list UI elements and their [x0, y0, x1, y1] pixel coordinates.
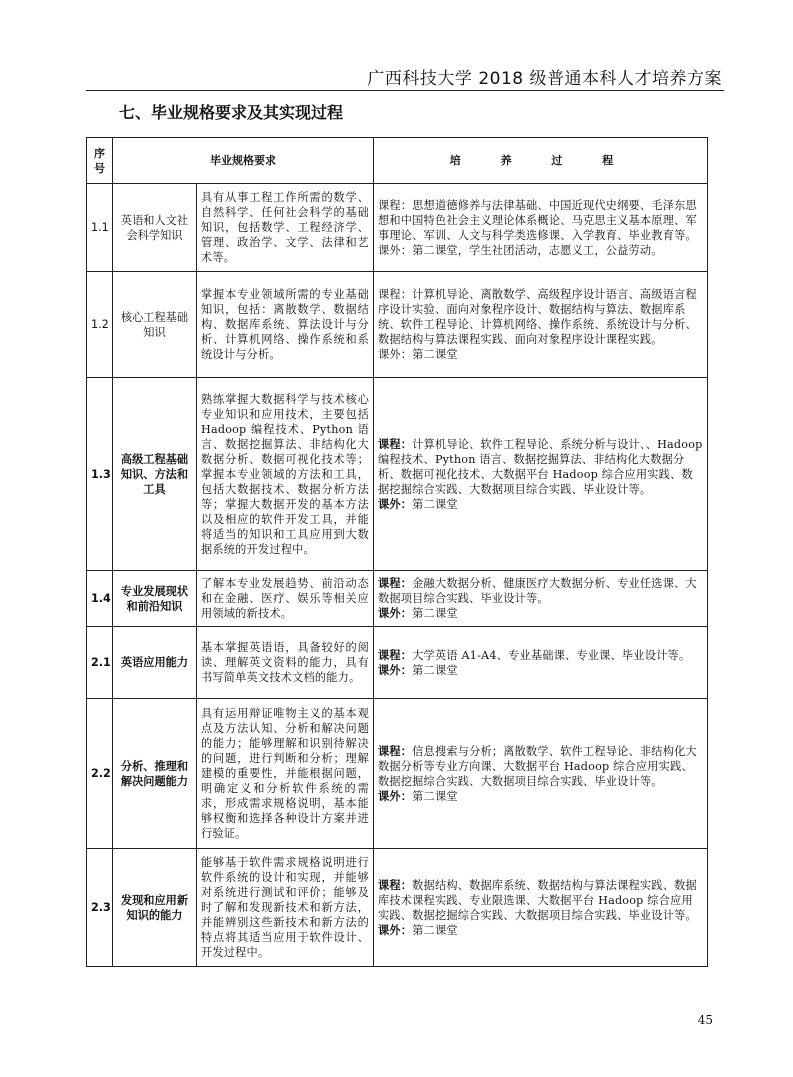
requirement-area: 高级工程基础知识、方法和工具: [113, 378, 197, 571]
course-line: [378, 878, 703, 923]
extracurricular-text: 第二课堂: [412, 663, 458, 677]
course-label: 课程：: [378, 577, 413, 590]
header-title: 广西科技大学 2018 级普通本科人才培养方案: [367, 69, 722, 89]
row-number: 1.3: [87, 378, 113, 571]
requirement-area: 核心工程基础知识: [113, 272, 197, 378]
extracurricular-line: [378, 789, 703, 804]
requirement-description: 能够基于软件需求规格说明进行软件系统的设计和实现，并能够对系统进行测试和评价；能够及时了解和发现新技术和新方法，并能辨别这些新技术和新方法的特点将其适当应用于软件设计、开发过程中。: [197, 849, 374, 967]
table-row: [87, 184, 708, 272]
training-process: [374, 571, 708, 627]
header-requirement: 毕业规格要求: [113, 138, 374, 184]
extracurricular-label: 课外：: [378, 348, 413, 361]
course-line: [378, 744, 703, 789]
requirement-description: 具有运用辩证唯物主义的基本观点及方法认知、分析和解决问题的能力；能够理解和识别待解决的问题，进行判断和分析；理解建模的重要性，并能根据问题，明确定义和分析软件系统的需求，形成需求规格说明，基本能够权衡和选择各种设计方案并进行验证。: [197, 699, 374, 849]
training-process: [374, 272, 708, 378]
training-process: [374, 849, 708, 967]
course-text: 信息搜索与分析；离散数学、软件工程导论、非结构化大数据分析等专业方向课、大数据平台 Hadoop 综合应用实践、数据挖掘综合实践、大数据项目综合实践、毕业设计等。: [378, 744, 697, 788]
course-text: 计算机导论、软件工程导论、系统分析与设计、、Hadoop 编程技术、Python 语言、数据挖掘算法、非结构化大数据分析、数据可视化技术、大数据平台 Hadoop 综合应用实践、数据挖掘综合实践、大数据项目综合实践、毕业设计等。: [378, 437, 703, 496]
extracurricular-label: 课外：: [378, 497, 413, 511]
requirement-area: 发现和应用新知识的能力: [113, 849, 197, 967]
training-process: [374, 699, 708, 849]
table-row: [87, 627, 708, 699]
extracurricular-line: [378, 663, 703, 678]
course-label: 课程：: [378, 288, 413, 301]
extracurricular-line: [378, 606, 703, 621]
table-header-row: [87, 138, 708, 184]
course-text: 思想道德修养与法律基础、中国近现代史纲要、毛泽东思想和中国特色社会主义理论体系概论、马克思主义基本原理、军事理论、军训、人文与科学类选修课、入学教育、毕业教育等。: [378, 198, 697, 242]
training-process: [374, 378, 708, 571]
training-process: [374, 627, 708, 699]
row-number: 1.2: [87, 272, 113, 378]
course-line: [378, 437, 703, 497]
extracurricular-label: 课外：: [378, 923, 413, 937]
course-text: 金融大数据分析、健康医疗大数据分析、专业任选课、大数据项目综合实践、毕业设计等。: [378, 577, 697, 605]
header-process: 培 养 过 程: [374, 138, 708, 184]
page-header: [86, 62, 724, 91]
course-line: [378, 648, 703, 663]
requirement-description: 掌握本专业领域所需的专业基础知识，包括：离散数学、数据结构、数据库系统、算法设计与分析、计算机网络、操作系统和系统设计与分析。: [197, 272, 374, 378]
extracurricular-text: 第二课堂，学生社团活动，志愿义工，公益劳动。: [412, 243, 663, 257]
course-text: 数据结构、数据库系统、数据结构与算法课程实践、数据库技术课程实践、专业限选课、大数据平台 Hadoop 综合应用实践、数据挖掘综合实践、大数据项目综合实践、毕业设计等。: [378, 878, 697, 922]
course-text: 计算机导论、离散数学、高级程序设计语言、高级语言程序设计实验、面向对象程序设计、数据结构与算法、数据库系统、软件工程导论、计算机网络、操作系统、系统设计与分析、数据结构与算法课程实践、面向对象程序设计课程实践。: [378, 288, 697, 346]
requirement-description: 基本掌握英语语，具备较好的阅读、理解英文资料的能力，具有书写简单英文技术文档的能力。: [197, 627, 374, 699]
extracurricular-text: 第二课堂: [412, 607, 458, 620]
course-line: [378, 576, 703, 606]
table-row: [87, 378, 708, 571]
extracurricular-label: 课外：: [378, 607, 413, 620]
graduation-requirements-table: [86, 137, 708, 967]
course-line: [378, 287, 703, 347]
extracurricular-line: [378, 497, 703, 512]
extracurricular-line: [378, 347, 703, 362]
extracurricular-text: 第二课堂: [412, 348, 458, 361]
row-number: 1.4: [87, 571, 113, 627]
requirement-area: 英语应用能力: [113, 627, 197, 699]
row-number: 2.2: [87, 699, 113, 849]
table-row: [87, 571, 708, 627]
requirement-description: 熟练掌握大数据科学与技术核心专业知识和应用技术，主要包括 Hadoop 编程技术、Python 语言、数据挖掘算法、非结构化大数据分析、数据可视化技术等；掌握本专业领域的方法和工具，包括大数据技术、数据分析方法等；掌握大数据开发的基本方法以及相应的软件开发工具，并能将适当的知识和工具应用到大数据系统的开发过程中。: [197, 378, 374, 571]
extracurricular-text: 第二课堂: [412, 923, 458, 937]
extracurricular-label: 课外：: [378, 789, 413, 803]
extracurricular-label: 课外：: [378, 663, 413, 677]
header-no: 序 号: [87, 138, 113, 184]
requirement-description: 具有从事工程工作所需的数学、自然科学、任何社会科学的基础知识，包括数学、工程经济学、管理、政治学、文学、法律和艺术等。: [197, 184, 374, 272]
extracurricular-line: [378, 243, 703, 258]
row-number: 1.1: [87, 184, 113, 272]
course-text: 大学英语 A1-A4、专业基础课、专业课、毕业设计等。: [412, 648, 691, 662]
extracurricular-text: 第二课堂: [412, 789, 458, 803]
requirement-area: 英语和人文社会科学知识: [113, 184, 197, 272]
requirement-area: 专业发展现状和前沿知识: [113, 571, 197, 627]
table-row: [87, 272, 708, 378]
extracurricular-text: 第二课堂: [412, 497, 458, 511]
section-title: 七、毕业规格要求及其实现过程: [119, 103, 344, 122]
course-label: 课程：: [378, 878, 413, 892]
course-label: 课程：: [378, 198, 413, 212]
course-label: 课程：: [378, 648, 413, 662]
table-row: [87, 699, 708, 849]
row-number: 2.3: [87, 849, 113, 967]
training-process: [374, 184, 708, 272]
extracurricular-label: 课外：: [378, 243, 413, 257]
course-label: 课程：: [378, 437, 413, 451]
course-line: [378, 198, 703, 243]
course-label: 课程：: [378, 744, 413, 758]
extracurricular-line: [378, 923, 703, 938]
requirement-area: 分析、推理和解决问题能力: [113, 699, 197, 849]
row-number: 2.1: [87, 627, 113, 699]
table-row: [87, 849, 708, 967]
requirement-description: 了解本专业发展趋势、前沿动态和在金融、医疗、娱乐等相关应用领域的新技术。: [197, 571, 374, 627]
page-number: 45: [697, 1013, 713, 1027]
